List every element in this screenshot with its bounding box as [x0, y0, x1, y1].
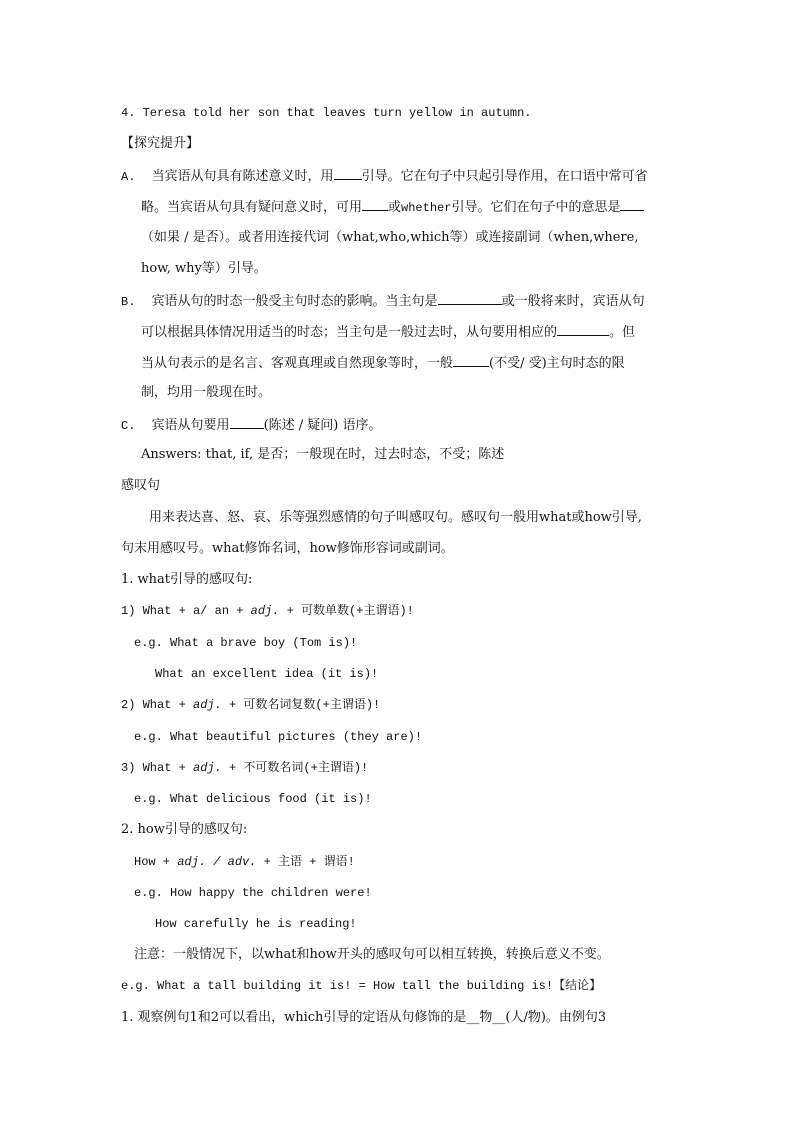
rule-3: 3) What + adj. + 不可数名词(+主谓语)! — [121, 761, 369, 775]
blank-a3 — [620, 197, 644, 211]
point-a-line1: A. 当宾语从句具有陈述意义时，用 引导。它在句子中只起引导作用，在口语中常可省 — [121, 166, 648, 186]
example-1a: e.g. What a brave boy (Tom is)! — [134, 636, 358, 650]
point-c-marker: C. — [121, 419, 136, 433]
exclam-intro-1: 用来表达喜、怒、哀、乐等强烈感情的句子叫感叹句。感叹句一般用what或how引导, — [149, 510, 642, 525]
point-b-line3: 当从句表示的是名言、客观真理或自然现象等时，一般 (不受/ 受)主句时态的限 — [141, 353, 625, 373]
exclam-title: 感叹句 — [121, 478, 161, 493]
point-a-marker: A. — [121, 170, 136, 184]
example-2: e.g. What beautiful pictures (they are)! — [134, 730, 423, 744]
explore-heading: 【探究提升】 — [121, 136, 200, 151]
example-3: e.g. What delicious food (it is)! — [134, 792, 372, 806]
point-a-line3: （如果 / 是否）。或者用连接代词（what,who,which等）或连接副词（when,where, — [141, 230, 639, 245]
blank-a2 — [362, 197, 388, 211]
point-b-line1: B. 宾语从句的时态一般受主句时态的影响。当主句是 或一般将来时，宾语从句 — [121, 291, 645, 311]
blank-b3 — [453, 353, 489, 367]
rule-4: How + adj. / adv. + 主语 + 谓语! — [134, 855, 355, 869]
answers: Answers: that, if, 是否；一般现在时，过去时态，不受；陈述 — [141, 447, 505, 462]
section-how: 2. how引导的感叹句: — [121, 822, 248, 837]
note: 注意：一般情况下，以what和how开头的感叹句可以相互转换，转换后意义不变。 — [134, 947, 610, 962]
blank-a1 — [334, 166, 362, 180]
example-1b: What an excellent idea (it is)! — [155, 667, 379, 681]
point-b-marker: B. — [121, 295, 136, 309]
section-what: 1. what引导的感叹句: — [121, 572, 253, 587]
rule-1: 1) What + a/ an + adj. + 可数单数(+主谓语)! — [121, 604, 414, 618]
point-b-line2: 可以根据具体情况用适当的时态；当主句是一般过去时，从句要用相应的 。但 — [141, 322, 635, 342]
example-5: e.g. What a tall building it is! = How tall the building is!【结论】 — [121, 979, 602, 993]
rule-2: 2) What + adj. + 可数名词复数(+主谓语)! — [121, 698, 381, 712]
sentence-4: 4. Teresa told her son that leaves turn yellow in autumn. — [121, 106, 532, 120]
blank-c1 — [230, 415, 264, 429]
point-a-line2: 略。当宾语从句具有疑问意义时，可用 或whether引导。它们在句子中的意思是 — [141, 197, 644, 217]
exclam-intro-2: 句末用感叹号。what修饰名词，how修饰形容词或副词。 — [121, 541, 454, 556]
point-a-line4: how, why等）引导。 — [141, 261, 267, 276]
conclusion-line: 1. 观察例句1和2可以看出，which引导的定语从句修饰的是__物__(人/物)。由例句3 — [121, 1010, 607, 1025]
point-b-line4: 制，均用一般现在时。 — [141, 385, 272, 400]
blank-b2 — [557, 322, 609, 336]
example-4a: e.g. How happy the children were! — [134, 886, 372, 900]
point-c-line1: C. 宾语从句要用 (陈述 / 疑问) 语序。 — [121, 415, 381, 435]
example-4b: How carefully he is reading! — [155, 917, 357, 931]
blank-b1 — [438, 291, 502, 305]
